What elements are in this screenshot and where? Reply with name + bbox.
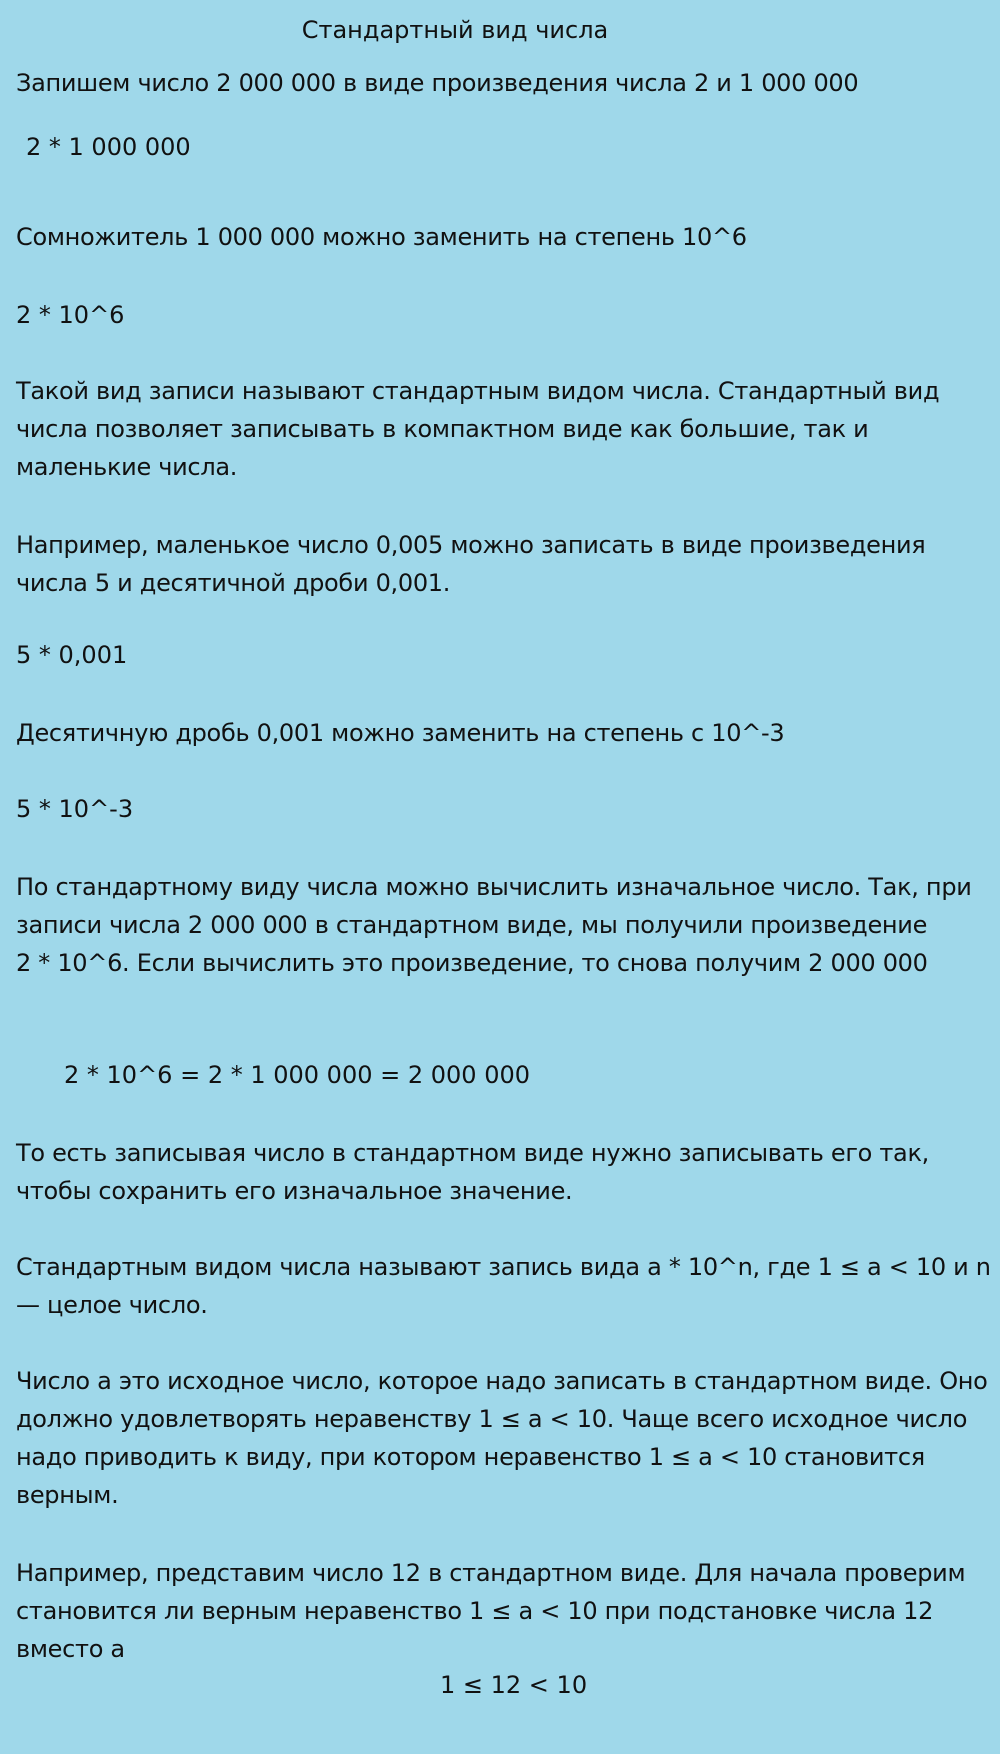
paragraph-1: Запишем число 2 000 000 в виде произведения числа 2 и 1 000 000 [16, 69, 859, 97]
formula-2: 2 * 10^6 [16, 301, 125, 329]
paragraph-2: Сомножитель 1 000 000 можно заменить на степень 10^6 [16, 223, 747, 251]
formula-3: 5 * 0,001 [16, 641, 128, 669]
paragraph-6: По стандартному виду числа можно вычислить изначальное число. Так, при записи числа 2 000 000 в стандартном виде, мы получили произведение 2 * 10^6. Если вычислить это произведение, то снова получим 2 000 000 [16, 873, 986, 977]
formula-6: 1 ≤ 12 < 10 [440, 1671, 588, 1699]
document-title: Стандартный вид числа [301, 16, 609, 44]
paragraph-9: Число a это исходное число, которое надо записать в стандартном виде. Оно должно удовлетворять неравенству 1 ≤ a < 10. Чаще всего исходное число надо приводить к виду, при котором неравенство 1 ≤ a < 10 становится верным. [16, 1367, 988, 1509]
formula-4: 5 * 10^-3 [16, 795, 134, 823]
paragraph-4: Например, маленькое число 0,005 можно записать в виде произведения числа 5 и десятичной дроби 0,001. [16, 531, 926, 597]
paragraph-7: То есть записывая число в стандартном виде нужно записывать его так, чтобы сохранить его изначальное значение. [16, 1139, 929, 1205]
paragraph-8: Стандартным видом числа называют запись вида a * 10^n, где 1 ≤ a < 10 и n — целое число. [16, 1253, 991, 1319]
paragraph-3: Такой вид записи называют стандартным видом числа. Стандартный вид числа позволяет записывать в компактном виде как большие, так и маленькие числа. [16, 377, 940, 481]
formula-1: 2 * 1 000 000 [26, 133, 191, 161]
formula-5: 2 * 10^6 = 2 * 1 000 000 = 2 000 000 [64, 1061, 530, 1089]
paragraph-10: Например, представим число 12 в стандартном виде. Для начала проверим становится ли верным неравенство 1 ≤ a < 10 при подстановке числа 12 вместо a [16, 1559, 966, 1663]
paragraph-5: Десятичную дробь 0,001 можно заменить на степень с 10^-3 [16, 719, 785, 747]
